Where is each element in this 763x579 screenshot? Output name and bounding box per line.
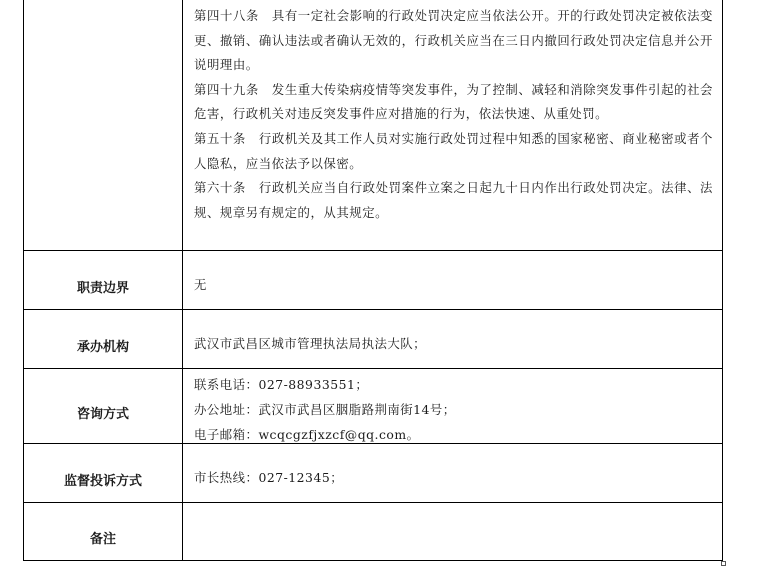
supervise-row: [24, 444, 722, 503]
responsibility-row: [24, 251, 722, 310]
legal-basis-text: [183, 0, 722, 250]
legal-basis-row: [24, 0, 722, 251]
remarks-row: [24, 503, 722, 561]
consult-row: [24, 369, 722, 444]
legal-basis-label: [24, 0, 183, 250]
consult-phone: 联系电话：027-88933551；: [194, 377, 369, 392]
agency-label: 承办机构: [24, 310, 183, 368]
remarks-value: [183, 503, 722, 560]
responsibility-value: [183, 251, 722, 309]
remarks-label: 备注: [24, 503, 183, 560]
consult-email: 电子邮箱：wcqcgzfjxzcf@qq.com。: [194, 427, 420, 442]
responsibility-label: 职责边界: [24, 251, 183, 309]
article-49: 第四十九条 发生重大传染病疫情等突发事件，为了控制、减轻和消除突发事件引起的社会危害，行政机关对违反突发事件应对措施的行为，依法快速、从重处罚。: [194, 81, 713, 122]
supervise-text: 市长热线：027-12345；: [194, 470, 344, 485]
table-resize-handle[interactable]: [721, 561, 726, 566]
responsibility-text: 无: [194, 277, 207, 292]
article-60: 第六十条 行政机关应当自行政处罚案件立案之日起九十日内作出行政处罚决定。法律、法规、规章另有规定的，从其规定。: [194, 180, 713, 220]
supervise-value: [183, 444, 722, 502]
consult-address: 办公地址：武汉市武昌区胭脂路荆南街14号；: [194, 402, 456, 417]
agency-text: 武汉市武昌区城市管理执法局执法大队；: [194, 336, 427, 351]
info-table: [23, 0, 723, 561]
agency-row: [24, 310, 722, 369]
agency-value: [183, 310, 722, 368]
supervise-label: 监督投诉方式: [24, 444, 183, 502]
article-48: 第四十八条 具有一定社会影响的行政处罚决定应当依法公开。开的行政处罚决定被依法变更、撤销、确认违法或者确认无效的，行政机关应当在三日内撤回行政处罚决定信息并公开说明理由。: [194, 8, 713, 73]
consult-label: 咨询方式: [24, 369, 183, 443]
consult-value: [183, 369, 722, 443]
article-50: 第五十条 行政机关及其工作人员对实施行政处罚过程中知悉的国家秘密、商业秘密或者个人隐私，应当依法予以保密。: [194, 130, 713, 171]
